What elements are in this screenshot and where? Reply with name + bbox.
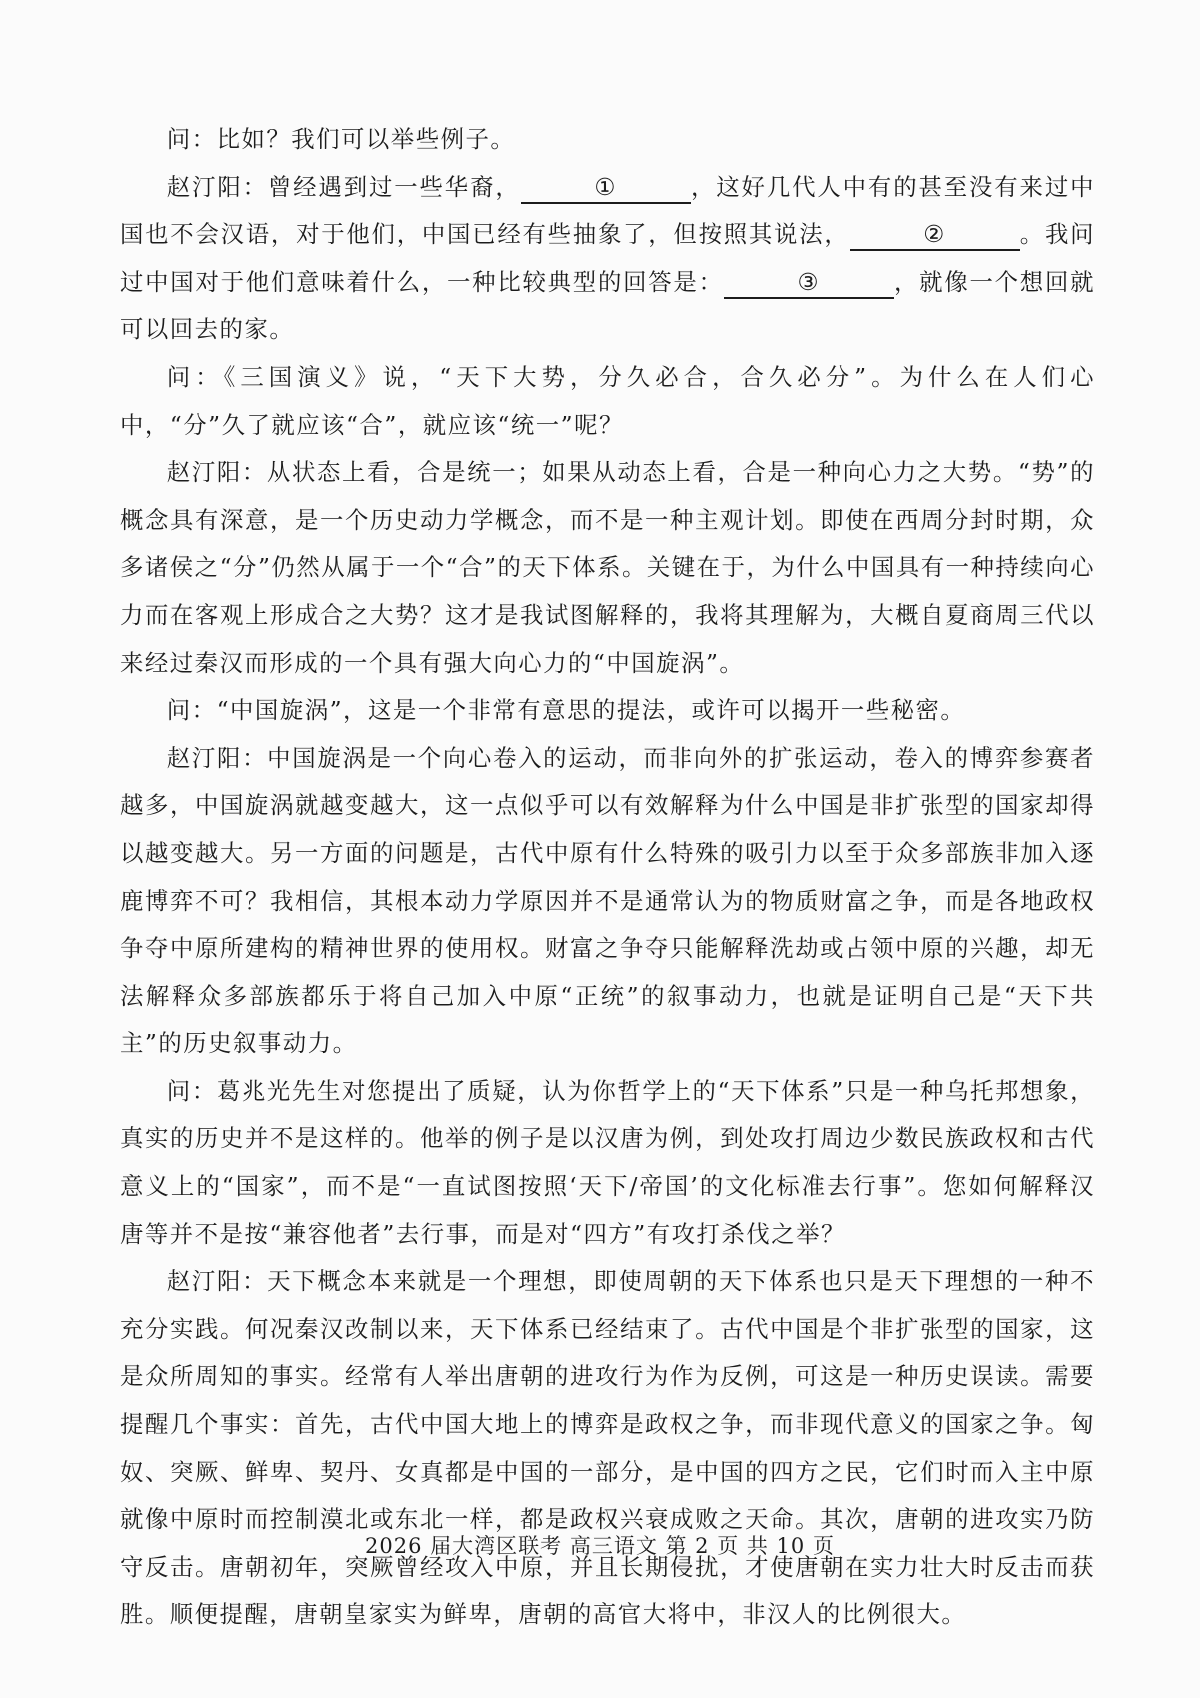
blank-2[interactable]: ② (850, 219, 1020, 251)
question-paragraph: 问：“中国旋涡”，这是一个非常有意思的提法，或许可以揭开一些秘密。 (166, 696, 966, 725)
passage-body (120, 116, 1095, 1639)
answer-text: 。我问过中国对于他们意味着什么，一种比较典型的回答是： (120, 220, 1095, 296)
blank-1[interactable]: ① (521, 172, 691, 204)
answer-paragraph: 赵汀阳：中国旋涡是一个向心卷入的运动，而非向外的扩张运动，卷入的博弈参赛者越多，中国旋涡就越变越大，这一点似乎可以有效解释为什么中国是非扩张型的国家却得以越变越大。另一方面的问题是，古代中原有什么特殊的吸引力以至于众多部族非加入逐鹿博弈不可？我相信，其根本动力学原因并不是通常认为的物质财富之争，而是各地政权争夺中原所建构的精神世界的使用权。财富之争夺只能解释洗劫或占领中原的兴趣，却无法解释众多部族都乐于将自己加入中原“正统”的叙事动力，也就是证明自己是“天下共主”的历史叙事动力。 (120, 743, 1095, 1058)
question-paragraph: 问：比如？我们可以举些例子。 (166, 125, 516, 153)
answer-paragraph-with-blanks (120, 164, 1095, 354)
answer-text: ，就像一个想回就可以回去的家。 (120, 267, 1095, 344)
answer-text: 赵汀阳：曾经遇到过一些华裔， (166, 172, 521, 201)
blank-3[interactable]: ③ (724, 267, 894, 299)
question-paragraph: 问：《三国演义》说，“天下大势，分久必合，合久必分”。为什么在人们心中，“分”久了就应该“合”，就应该“统一”呢？ (120, 362, 1095, 439)
page-footer: 2026 届大湾区联考 高三语文 第 2 页 共 10 页 (365, 1534, 835, 1558)
answer-text: ，这好几代人中有的甚至没有来过中国也不会汉语，对于他们，中国已经有些抽象了，但按照其说法， (120, 172, 1095, 249)
question-paragraph: 问：葛兆光先生对您提出了质疑，认为你哲学上的“天下体系”只是一种乌托邦想象，真实的历史并不是这样的。他举的例子是以汉唐为例，到处攻打周边少数民族政权和古代意义上的“国家”，而不是“一直试图按照‘天下/帝国’的文化标准去行事”。您如何解释汉唐等并不是按“兼容他者”去行事，而是对“四方”有攻打杀伐之举？ (120, 1076, 1095, 1248)
answer-paragraph: 赵汀阳：天下概念本来就是一个理想，即使周朝的天下体系也只是天下理想的一种不充分实践。何况秦汉改制以来，天下体系已经结束了。古代中国是个非扩张型的国家，这是众所周知的事实。经常有人举出唐朝的进攻行为作为反例，可这是一种历史误读。需要提醒几个事实：首先，古代中国大地上的博弈是政权之争，而非现代意义的国家之争。匈奴、突厥、鲜卑、契丹、女真都是中国的一部分，是中国的四方之民，它们时而入主中原就像中原时而控制漠北或东北一样，都是政权兴衰成败之天命。其次，唐朝的进攻实乃防守反击。唐朝初年，突厥曾经攻入中原，并且长期侵扰，才使唐朝在实力壮大时反击而获胜。顺便提醒，唐朝皇家实为鲜卑，唐朝的高官大将中，非汉人的比例很大。 (120, 1267, 1095, 1629)
answer-paragraph: 赵汀阳：从状态上看，合是统一；如果从动态上看，合是一种向心力之大势。“势”的概念具有深意，是一个历史动力学概念，而不是一种主观计划。即使在西周分封时期，众多诸侯之“分”仍然从属于一个“合”的天下体系。关键在于，为什么中国具有一种持续向心力而在客观上形成合之大势？这才是我试图解释的，我将其理解为，大概自夏商周三代以来经过秦汉而形成的一个具有强大向心力的“中国旋涡”。 (120, 458, 1095, 677)
